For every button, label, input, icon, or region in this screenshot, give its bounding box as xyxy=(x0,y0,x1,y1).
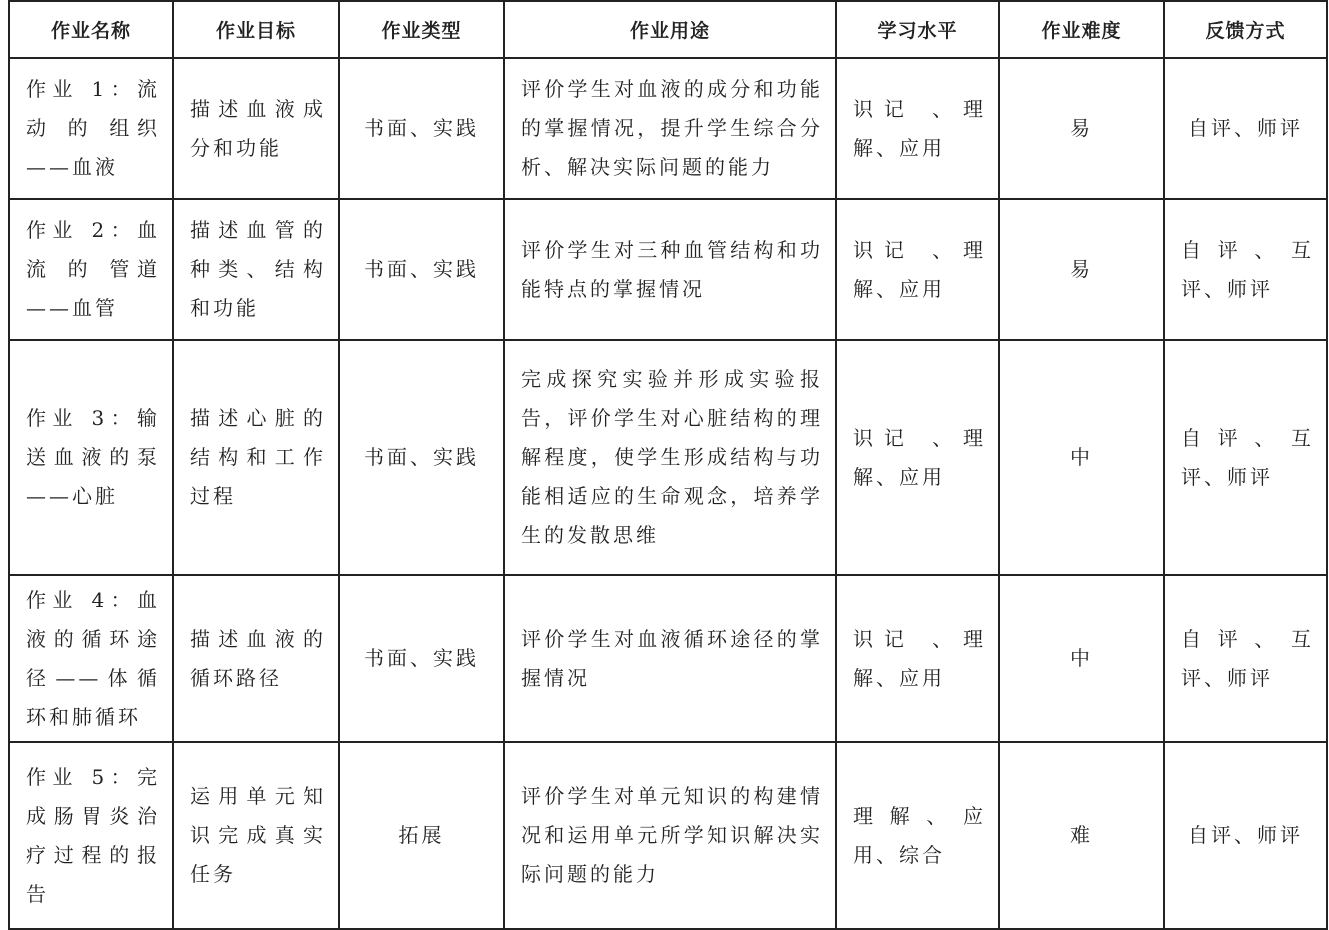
cell-difficulty: 中 xyxy=(999,575,1164,742)
cell-name: 作业 4：血液的循环途径——体循环和肺循环 xyxy=(9,575,173,742)
header-name: 作业名称 xyxy=(9,1,173,58)
cell-difficulty: 难 xyxy=(999,742,1164,929)
header-use: 作业用途 xyxy=(504,1,836,58)
cell-type: 书面、实践 xyxy=(339,199,504,340)
cell-level: 识记 、理解、应用 xyxy=(836,340,999,575)
cell-feedback: 自评、互评、师评 xyxy=(1164,575,1327,742)
cell-feedback: 自评、互评、师评 xyxy=(1164,340,1327,575)
table-row xyxy=(9,340,1327,575)
cell-goal: 运用单元知识完成真实任务 xyxy=(173,742,339,929)
cell-type: 拓展 xyxy=(339,742,504,929)
cell-difficulty: 易 xyxy=(999,58,1164,199)
cell-goal: 描述血管的种类、结构和功能 xyxy=(173,199,339,340)
header-feedback: 反馈方式 xyxy=(1164,1,1327,58)
table-row xyxy=(9,742,1327,929)
cell-level: 识记 、理解、应用 xyxy=(836,58,999,199)
cell-use: 评价学生对血液的成分和功能的掌握情况，提升学生综合分析、解决实际问题的能力 xyxy=(504,58,836,199)
cell-name: 作业 5：完成肠胃炎治疗过程的报告 xyxy=(9,742,173,929)
header-goal: 作业目标 xyxy=(173,1,339,58)
cell-goal: 描述血液的循环路径 xyxy=(173,575,339,742)
header-row xyxy=(9,1,1327,58)
cell-name: 作业 3：输送血液的泵——心脏 xyxy=(9,340,173,575)
assignment-table xyxy=(8,0,1328,930)
cell-feedback: 自评、互评、师评 xyxy=(1164,199,1327,340)
cell-type: 书面、实践 xyxy=(339,58,504,199)
header-difficulty: 作业难度 xyxy=(999,1,1164,58)
cell-use: 评价学生对三种血管结构和功能特点的掌握情况 xyxy=(504,199,836,340)
cell-type: 书面、实践 xyxy=(339,340,504,575)
table-row xyxy=(9,575,1327,742)
cell-level: 识记 、理解、应用 xyxy=(836,575,999,742)
cell-use: 评价学生对血液循环途径的掌握情况 xyxy=(504,575,836,742)
cell-difficulty: 易 xyxy=(999,199,1164,340)
cell-goal: 描述血液成分和功能 xyxy=(173,58,339,199)
header-type: 作业类型 xyxy=(339,1,504,58)
cell-feedback: 自评、师评 xyxy=(1164,742,1327,929)
cell-use: 完成探究实验并形成实验报告，评价学生对心脏结构的理解程度，使学生形成结构与功能相适应的生命观念，培养学生的发散思维 xyxy=(504,340,836,575)
cell-use: 评价学生对单元知识的构建情况和运用单元所学知识解决实际问题的能力 xyxy=(504,742,836,929)
table-row xyxy=(9,199,1327,340)
cell-name: 作业 1：流 动 的 组织——血液 xyxy=(9,58,173,199)
cell-level: 识记 、理解、应用 xyxy=(836,199,999,340)
table-row xyxy=(9,58,1327,199)
cell-goal: 描述心脏的结构和工作过程 xyxy=(173,340,339,575)
cell-level: 理解、应用、综合 xyxy=(836,742,999,929)
cell-difficulty: 中 xyxy=(999,340,1164,575)
cell-type: 书面、实践 xyxy=(339,575,504,742)
cell-name: 作业 2：血 流 的 管道——血管 xyxy=(9,199,173,340)
header-level: 学习水平 xyxy=(836,1,999,58)
cell-feedback: 自评、师评 xyxy=(1164,58,1327,199)
